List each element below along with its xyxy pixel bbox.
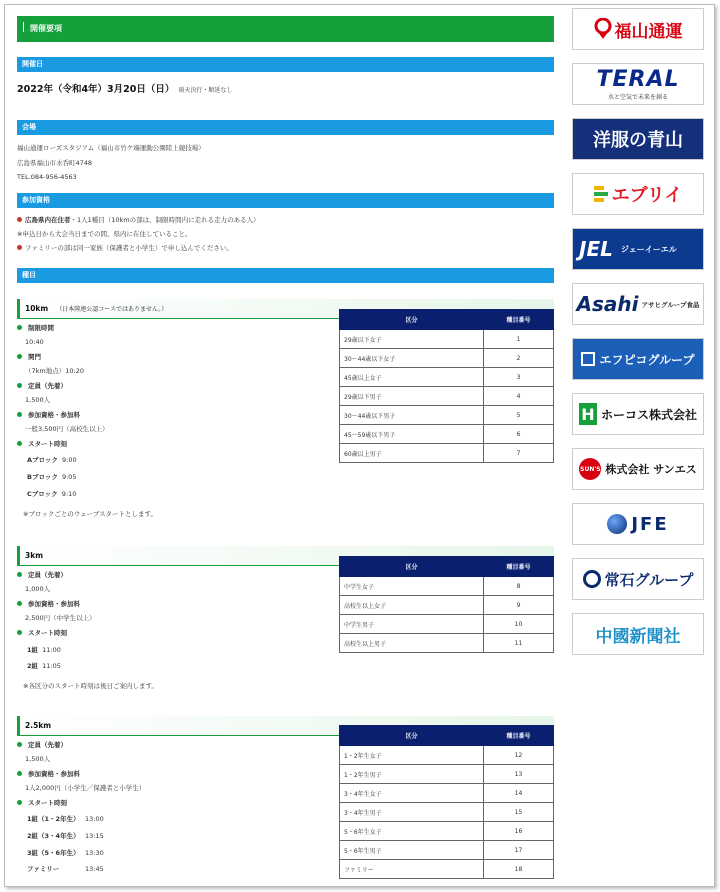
bullet-icon — [17, 800, 22, 805]
venue-address: 広島県福山市水呑町4748 — [17, 159, 93, 167]
events-heading: 種目 — [17, 268, 554, 283]
table-row: 中学生女子 8 — [340, 577, 554, 596]
page-title: 開催要項 — [17, 16, 554, 42]
item-value: 2,500円（中学生以上） — [25, 614, 96, 622]
bullet-icon — [17, 771, 22, 776]
item-label: 関門 — [17, 353, 41, 362]
bullet-icon — [17, 742, 22, 747]
start-row: 2組（3・4年生） 13:15 — [27, 832, 104, 840]
venue-tel: TEL.084-956-4563 — [17, 173, 77, 181]
sponsor-logo-asahi[interactable]: Asahi アサヒグループ食品 — [572, 283, 704, 325]
item-label: 制限時間 — [17, 324, 54, 333]
bullet-icon — [17, 383, 22, 388]
footnote: ※ブロックごとのウェーブスタートとします。 — [23, 510, 157, 518]
table-row: ファミリー 18 — [340, 860, 554, 879]
table-row: 3・4年生女子 14 — [340, 784, 554, 803]
start-row: Aブロック 9:00 — [27, 456, 77, 464]
eligibility-line-3: ファミリーの部は同一家族（保護者と小学生）で申し込んでください。 — [17, 244, 233, 253]
bullet-icon — [17, 630, 22, 635]
category-table-10km: 区分 種目番号 29歳以下女子 1 30～44歳以下女子 2 45歳以上女子 3 29歳以下男子 4 30～44歳以下男子 5 45～59歳以下男子 6 60歳以上男子 7 — [339, 309, 554, 463]
sponsor-logo-teral[interactable]: TERAL 水と空気で未来を創る — [572, 63, 704, 105]
tsuneishi-ring-icon — [583, 570, 601, 588]
sponsor-logo-jfe[interactable]: JFE — [572, 503, 704, 545]
sponsor-logo-tsuneishi[interactable]: 常石グループ — [572, 558, 704, 600]
item-label: スタート時刻 — [17, 440, 67, 449]
item-value: 1,000人 — [25, 585, 51, 593]
table-row: 高校生以上女子 9 — [340, 596, 554, 615]
item-value: 10:40 — [25, 338, 44, 346]
start-row: 3組（5・6年生） 13:30 — [27, 849, 104, 857]
start-row: Cブロック 9:10 — [27, 490, 77, 498]
bullet-icon — [17, 354, 22, 359]
item-value: （7km地点）10:20 — [25, 367, 84, 375]
sponsor-logo-suns[interactable]: SUN'S 株式会社 サンエス — [572, 448, 704, 490]
fp-mark-icon — [581, 352, 595, 366]
item-value: 1,500人 — [25, 396, 51, 404]
eligibility-line-1: 広島県内在住者・1人1種目（10kmの部は、制限時間内に走れる走力のある人） — [17, 216, 260, 225]
bullet-icon — [17, 412, 22, 417]
eligibility-line-2: ※申込日から大会当日までの間、県内に在住していること。 — [17, 230, 192, 238]
item-label: 定員（先着） — [17, 741, 67, 750]
category-table-3km: 区分 種目番号 中学生女子 8 高校生以上女子 9 中学生男子 10 高校生以上男子 11 — [339, 556, 554, 653]
every-mark-icon — [594, 186, 608, 202]
bullet-icon — [17, 325, 22, 330]
item-label: スタート時刻 — [17, 799, 67, 808]
table-row: 45～59歳以下男子 6 — [340, 425, 554, 444]
item-value: 1人2,000円（小学生／保護者と小学生） — [25, 784, 146, 792]
map-pin-icon — [594, 18, 612, 40]
table-row: 30～44歳以下男子 5 — [340, 406, 554, 425]
sponsor-logo-aoyama[interactable]: 洋服の青山 — [572, 118, 704, 160]
eligibility-heading: 参加資格 — [17, 193, 554, 208]
suns-mark-icon: SUN'S — [579, 458, 601, 480]
item-label: 参加資格・参加料 — [17, 411, 80, 420]
event-10km-title: 10km （日本陸連公認コースではありません。） — [17, 299, 554, 319]
start-row: 2組 11:05 — [27, 662, 61, 670]
sponsor-logo-fpco[interactable]: エフピコグループ — [572, 338, 704, 380]
table-row: 29歳以下女子 1 — [340, 330, 554, 349]
table-row: 3・4年生男子 15 — [340, 803, 554, 822]
event-date: 2022年（令和4年）3月20日（日） 雨天決行・順延なし — [17, 84, 233, 95]
start-row: 1組 11:00 — [27, 646, 61, 654]
item-label: 定員（先着） — [17, 382, 67, 391]
table-row: 30～44歳以下女子 2 — [340, 349, 554, 368]
start-row: ファミリー 13:45 — [27, 865, 104, 873]
jfe-globe-icon — [607, 514, 627, 534]
item-label: スタート時刻 — [17, 629, 67, 638]
sponsor-logo-fukuyama-tsuun[interactable]: 福山通運 — [572, 8, 704, 50]
bullet-icon — [17, 217, 22, 222]
table-row: 中学生男子 10 — [340, 615, 554, 634]
table-row: 29歳以下男子 4 — [340, 387, 554, 406]
sponsor-logo-hokoss[interactable]: H ホーコス株式会社 — [572, 393, 704, 435]
table-row: 1・2年生女子 12 — [340, 746, 554, 765]
item-value: 一般3,500円（高校生以上） — [25, 425, 109, 433]
table-row: 高校生以上男子 11 — [340, 634, 554, 653]
category-table-2-5km: 区分 種目番号 1・2年生女子 12 1・2年生男子 13 3・4年生女子 14 3・4年生男子 15 5・6年生女子 16 5・6年生男子 17 ファミリー 18 — [339, 725, 554, 879]
event-3km-title: 3km — [17, 546, 554, 566]
item-label: 定員（先着） — [17, 571, 67, 580]
bullet-icon — [17, 441, 22, 446]
date-heading: 開催日 — [17, 57, 554, 72]
sponsor-logo-every[interactable]: エブリイ — [572, 173, 704, 215]
venue-name: 福山通運ローズスタジアム（福山市竹ケ端運動公園陸上競技場） — [17, 144, 205, 152]
bullet-icon — [17, 601, 22, 606]
event-2-5km-title: 2.5km — [17, 716, 554, 736]
item-value: 1,500人 — [25, 755, 51, 763]
item-label: 参加資格・参加料 — [17, 770, 80, 779]
start-row: Bブロック 9:05 — [27, 473, 77, 481]
table-row: 5・6年生女子 16 — [340, 822, 554, 841]
table-row: 5・6年生男子 17 — [340, 841, 554, 860]
table-row: 60歳以上男子 7 — [340, 444, 554, 463]
bullet-icon — [17, 572, 22, 577]
sponsor-sidebar — [572, 8, 704, 668]
hokoss-mark-icon: H — [579, 403, 597, 425]
footnote: ※各区分のスタート時刻は後日ご案内します。 — [23, 682, 158, 690]
bullet-icon — [17, 245, 22, 250]
start-row: 1組（1・2年生） 13:00 — [27, 815, 104, 823]
table-row: 45歳以上女子 3 — [340, 368, 554, 387]
sponsor-logo-chugoku-shimbun[interactable]: 中國新聞社 — [572, 613, 704, 655]
item-label: 参加資格・参加料 — [17, 600, 80, 609]
sponsor-logo-jel[interactable]: JEL ジェーイーエル — [572, 228, 704, 270]
venue-heading: 会場 — [17, 120, 554, 135]
table-row: 1・2年生男子 13 — [340, 765, 554, 784]
